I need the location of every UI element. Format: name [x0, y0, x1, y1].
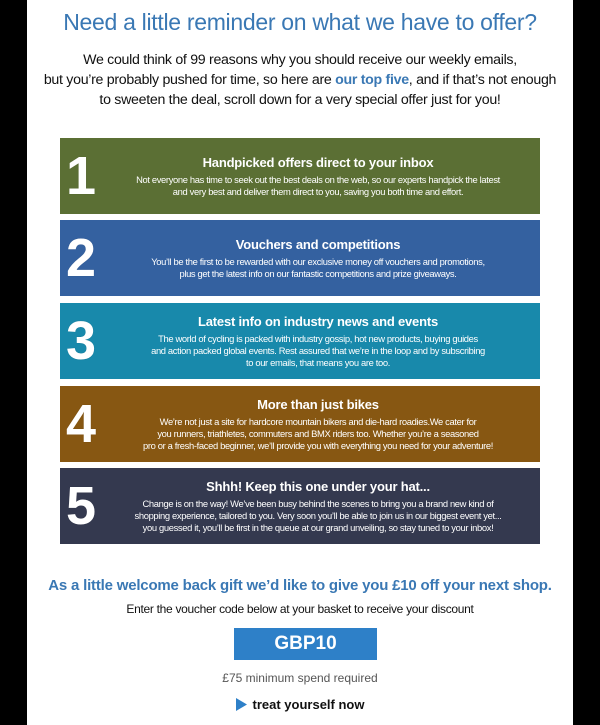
reason-title: More than just bikes [257, 396, 379, 412]
reason-description [102, 498, 534, 534]
reason-title: Vouchers and competitions [235, 236, 401, 252]
reason-content [102, 479, 540, 534]
reason-number: 5 [65, 476, 97, 536]
play-arrow-icon [236, 698, 247, 711]
reason-card-5 [60, 468, 540, 544]
reason-line: and very best and deliver them direct to you, saving you both time and effort. [172, 185, 464, 197]
intro-highlight: our top five [335, 72, 409, 88]
offer-headline: As a little welcome back gift we’d like to give you £10 off your next shop. [48, 577, 552, 594]
reason-card-3 [60, 303, 540, 379]
page-title: Need a little reminder on what we have to offer? [63, 9, 537, 35]
reason-content [102, 397, 540, 452]
offer-instruction: Enter the voucher code below at your basket to receive your discount [126, 602, 474, 616]
reason-line: Not everyone has time to seek out the best deals on the web, so our experts handpick the latest [136, 173, 500, 185]
reason-number: 1 [65, 146, 97, 206]
reason-line: you guessed it, you’ll be first in the queue at our grand unveiling, so stay tuned to your inbox! [142, 521, 494, 533]
reason-title: Latest info on industry news and events [198, 313, 438, 329]
reason-content [102, 237, 540, 280]
reason-card-1 [60, 138, 540, 214]
reason-line: you runners, triathletes, commuters and BMX riders too. Whether you’re a seasoned [157, 427, 479, 439]
reason-line: The world of cycling is packed with industry gossip, hot new products, buying guides [158, 332, 478, 344]
reason-line: pro or a fresh-faced beginner, we’ll provide you with everything you need for your adventure! [143, 439, 493, 451]
reason-line: You’ll be the first to be rewarded with our exclusive money off vouchers and promotions, [151, 255, 485, 267]
reason-card-2 [60, 220, 540, 296]
reason-line: shopping experience, tailored to you. Very soon you’ll be able to join us in our biggest event yet... [134, 509, 502, 521]
reason-description [102, 174, 534, 198]
intro-line-2-pre: but you’re probably pushed for time, so here are [43, 72, 336, 88]
reason-card-4 [60, 386, 540, 462]
reason-content [102, 155, 540, 198]
reason-title: Shhh! Keep this one under your hat... [206, 478, 430, 494]
reason-number: 3 [65, 311, 97, 371]
reason-description [102, 333, 534, 369]
reason-number: 4 [65, 394, 97, 454]
reason-title: Handpicked offers direct to your inbox [202, 154, 434, 170]
cta-label: treat yourself now [252, 697, 365, 712]
reason-line: to our emails, that means you are too. [245, 356, 391, 368]
reason-description [102, 416, 534, 452]
reason-line: Change is on the way! We’ve been busy behind the scenes to bring you a brand new kind of [142, 497, 494, 509]
reason-description [102, 256, 534, 280]
reason-content [102, 314, 540, 369]
email-body [27, 0, 573, 725]
intro-line-2-post: , and if that’s not enough [408, 72, 557, 88]
reason-line: and action packed global events. Rest assured that we’re in the loop and by subscribing [151, 344, 485, 356]
intro-text [27, 50, 573, 110]
treat-yourself-link[interactable] [27, 697, 573, 712]
reason-line: We’re not just a site for hardcore mountain bikers and die-hard roadies.We cater for [159, 415, 477, 427]
intro-line-1: We could think of 99 reasons why you should receive our weekly emails, [83, 52, 517, 68]
minimum-spend-note: £75 minimum spend required [222, 671, 378, 685]
reason-line: plus get the latest info on our fantastic competitions and prize giveaways. [179, 267, 457, 279]
voucher-code-badge: GBP10 [234, 628, 377, 660]
intro-line-3: to sweeten the deal, scroll down for a very special offer just for you! [99, 92, 501, 108]
reason-number: 2 [65, 228, 97, 288]
